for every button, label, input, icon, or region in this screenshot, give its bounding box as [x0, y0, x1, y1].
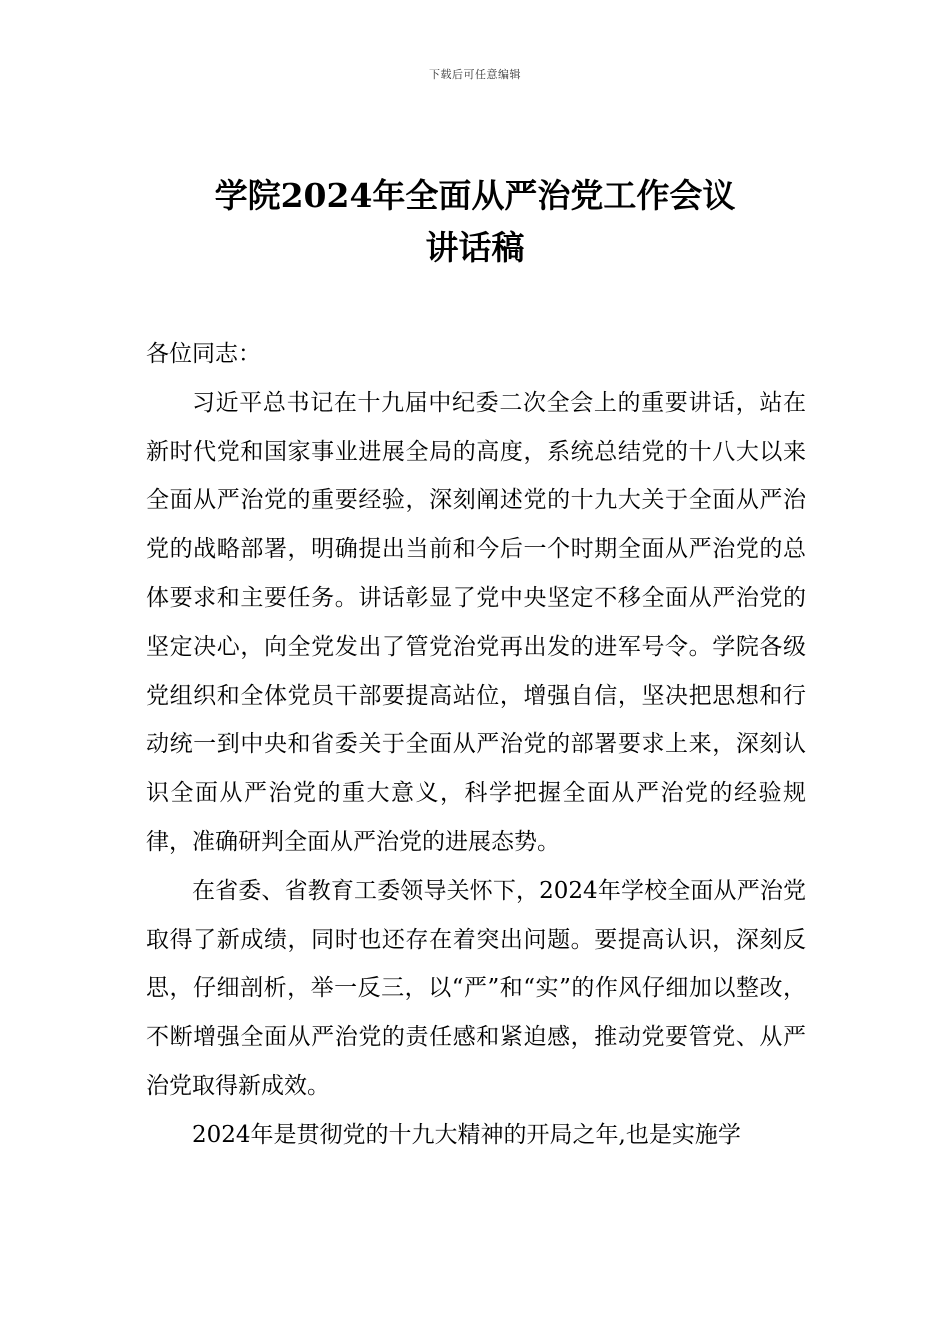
- document-body: [146, 330, 806, 1160]
- paragraph-3: 2024年是贯彻党的十九大精神的开局之年,也是实施学: [192, 1121, 741, 1148]
- document-title: [0, 170, 950, 274]
- header-note: 下载后可任意编辑: [429, 68, 521, 81]
- paragraph-2: 在省委、省教育工委领导关怀下，2024年学校全面从严治党取得了新成绩，同时也还存在着突出问题。要提高认识，深刻反思，仔细剖析，举一反三，以“严”和“实”的作风仔细加以整改，不断增强全面从严治党的责任感和紧迫感，推动党要管党、从严治党取得新成效。: [146, 877, 806, 1099]
- title-line-2: 讲话稿: [425, 228, 525, 267]
- salutation: 各位同志：: [146, 341, 261, 367]
- paragraph-1: 习近平总书记在十九届中纪委二次全会上的重要讲话，站在新时代党和国家事业进展全局的高度，系统总结党的十八大以来全面从严治党的重要经验，深刻阐述党的十九大关于全面从严治党的战略部署，明确提出当前和今后一个时期全面从严治党的总体要求和主要任务。讲话彰显了党中央坚定不移全面从严治党的坚定决心，向全党发出了管党治党再出发的进军号令。学院各级党组织和全体党员干部要提高站位，增强自信，坚决把思想和行动统一到中央和省委关于全面从严治党的部署要求上来，深刻认识全面从严治党的重大意义，科学把握全面从严治党的经验规律，准确研判全面从严治党的进展态势。: [146, 389, 806, 855]
- title-line-1: 学院2024年全面从严治党工作会议: [214, 176, 736, 215]
